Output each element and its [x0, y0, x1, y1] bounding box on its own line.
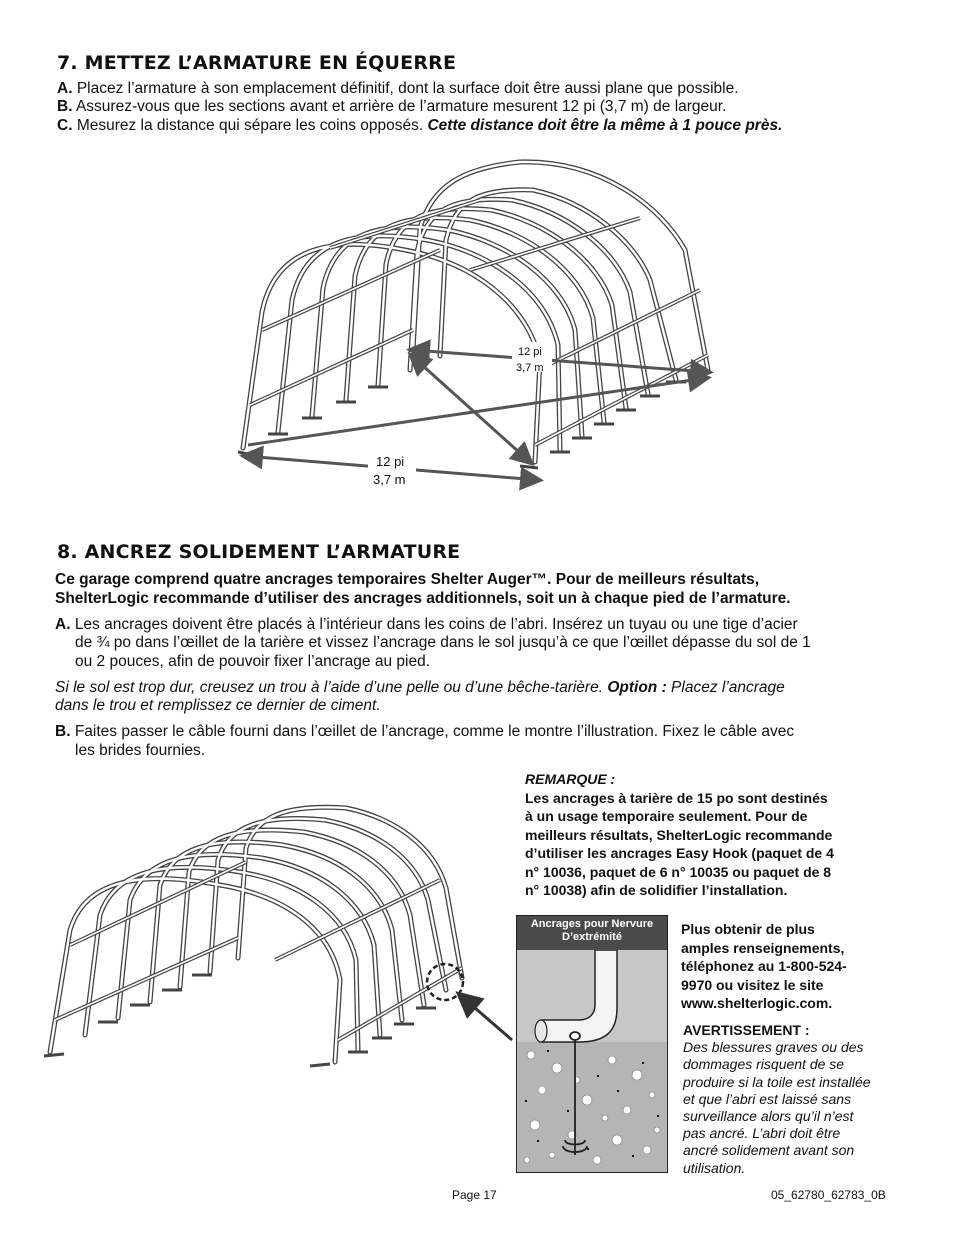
section-7-title: 7. METTEZ L’ARMATURE EN ÉQUERRE — [57, 52, 457, 74]
anchor-detail-header — [517, 916, 667, 950]
warning-line: dommages risquent de se — [683, 1056, 845, 1073]
contact-line: Plus obtenir de plus — [681, 921, 815, 937]
contact-info — [681, 920, 921, 1013]
hard-ground-note-text: Si le sol est trop dur, creusez un trou à l’aide d’une pelle ou d’une bêche-tarière. — [55, 679, 604, 696]
step-7c — [57, 116, 782, 135]
anchor-detail-figure — [516, 915, 668, 1173]
warning-line: produire si la toile est installée — [683, 1073, 871, 1090]
warning-line: et que l’abri est laissé sans — [683, 1090, 852, 1107]
warning-line: Des blessures graves ou des — [683, 1039, 864, 1056]
anchor-detail-label-2: D’extrémité — [562, 931, 622, 943]
frame-anchor-illustration — [40, 795, 520, 1085]
step-8b-text-1: Faites passer le câble fourni dans l’œillet de l’ancrage, comme le montre l’illustration. Fixez le câble avec — [74, 723, 795, 740]
contact-line: 9970 ou visitez le site — [681, 976, 824, 993]
dim-back-label-1: 12 pi — [518, 346, 542, 358]
dim-front-label-1: 12 pi — [376, 454, 405, 469]
step-7c-key: C. — [57, 117, 73, 134]
warning-line: utilisation. — [683, 1159, 746, 1176]
contact-line: www.shelterlogic.com. — [681, 995, 833, 1011]
dim-back-label-2: 3,7 m — [516, 362, 544, 374]
hard-ground-note-line-2: dans le trou et remplissez ce dernier de ciment. — [55, 697, 381, 714]
step-7a — [57, 79, 739, 98]
step-8a-line-1 — [55, 615, 798, 634]
step-7b-key: B. — [57, 98, 73, 115]
remarque-line: à un usage temporaire seulement. Pour de — [525, 808, 808, 824]
document-code: 05_62780_62783_0B — [771, 1188, 886, 1202]
step-8a-text-2: de ¾ po dans l’œillet de la tarière et vissez l’ancrage dans le sol jusqu’à ce que l’œillet dépasse du sol de 1 — [75, 634, 811, 651]
step-8a-key: A. — [55, 616, 71, 633]
step-7a-text: Placez l’armature à son emplacement définitif, dont la surface doit être aussi plane que possible. — [76, 80, 739, 97]
anchor-detail-label-1: Ancrages pour Nervure — [530, 918, 654, 930]
section-8-title: 8. ANCREZ SOLIDEMENT L’ARMATURE — [57, 541, 461, 563]
step-7c-text: Mesurez la distance qui sépare les coins opposés. — [76, 117, 424, 134]
remarque-title: REMARQUE : — [525, 771, 616, 787]
step-8b-key: B. — [55, 723, 71, 740]
step-7c-emphasis: Cette distance doit être la même à 1 pouce près. — [427, 117, 783, 134]
page-number: Page 17 — [452, 1188, 497, 1202]
warning-line: surveillance alors qu’il n’est — [683, 1108, 854, 1125]
intro-line-2: ShelterLogic recommande d’utiliser des ancrages additionnels, soit un à chaque pied de l’armature. — [55, 590, 791, 607]
hard-ground-note-line-1 — [55, 678, 785, 697]
contact-line: téléphonez au 1-800-524- — [681, 958, 847, 974]
warning-line: pas ancré. L’abri doit être — [683, 1125, 841, 1142]
intro-line-1: Ce garage comprend quatre ancrages temporaires Shelter Auger™. Pour de meilleurs résultats, — [55, 571, 760, 588]
remarque-line: Les ancrages à tarière de 15 po sont destinés — [525, 789, 828, 806]
frame-squaring-illustration — [225, 148, 725, 493]
warning-title: AVERTISSEMENT : — [683, 1022, 810, 1038]
remarque-line: d’utiliser les ancrages Easy Hook (paquet de 4 — [525, 845, 834, 861]
warning-box — [683, 1022, 923, 1177]
remarque-box — [525, 770, 905, 900]
step-8b-text-2: les brides fournies. — [75, 742, 206, 759]
step-7b-text: Assurez-vous que les sections avant et arrière de l’armature mesurent 12 pi (3,7 m) de largeur. — [75, 98, 727, 115]
step-7b — [57, 97, 726, 116]
step-7a-key: A. — [57, 80, 73, 97]
anchor-detail-drawing — [517, 950, 667, 1172]
remarque-line: meilleurs résultats, ShelterLogic recommande — [525, 826, 833, 843]
contact-line: amples renseignements, — [681, 939, 845, 956]
step-8b-line-1 — [55, 722, 794, 741]
option-label: Option : — [607, 679, 667, 696]
remarque-line: n° 10038) afin de solidifier l’installation. — [525, 882, 788, 898]
dim-front-label-2: 3,7 m — [373, 472, 406, 487]
step-8a-text-1: Les ancrages doivent être placés à l’intérieur dans les coins de l’abri. Insérez un tuyau ou une tige d’acier — [74, 616, 798, 633]
remarque-line: n° 10036, paquet de 6 n° 10035 ou paquet de 8 — [525, 863, 832, 880]
warning-line: ancré solidement avant son — [683, 1142, 855, 1159]
step-8a-text-3: ou 2 pouces, afin de pouvoir fixer l’ancrage au pied. — [75, 653, 431, 670]
hard-ground-note-text-b: Placez l’ancrage — [671, 679, 785, 696]
